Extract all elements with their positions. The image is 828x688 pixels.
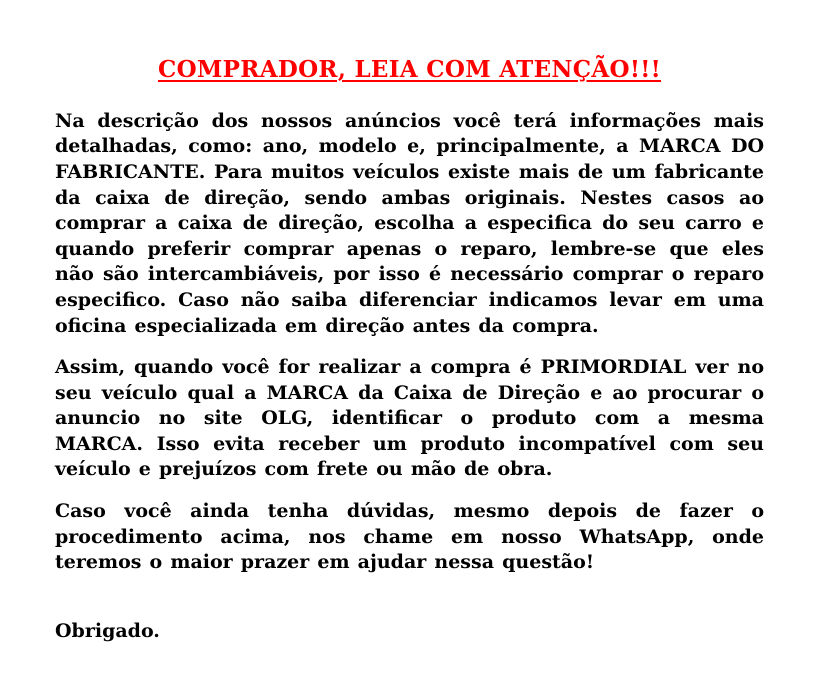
closing-text: Obrigado. <box>55 619 160 642</box>
notice-paragraph-1: Na descrição dos nossos anúncios você terá informações mais detalhadas, como: ano, modelo e, principalmente, a MARCA DO FABRICANTE. Para muitos veículos existe mais de um fabricante da caixa de direção, sendo ambas originais. Nestes casos ao comprar a caixa de direção, escolha a especifica do seu carro e quando preferir comprar apenas o reparo, lembre-se que eles não são intercambiáveis, por isso é necessário comprar o reparo especifico. Caso não saiba diferenciar indicamos levar em uma oficina especializada em direção antes da compra. <box>55 109 764 337</box>
notice-paragraph-3: Caso você ainda tenha dúvidas, mesmo depois de fazer o procedimento acima, nos chame em nosso WhatsApp, onde teremos o maior prazer em ajudar nessa questão! <box>55 500 764 574</box>
notice-title: COMPRADOR, LEIA COM ATENÇÃO!!! <box>157 56 662 83</box>
notice-paragraph-2: Assim, quando você for realizar a compra é PRIMORDIAL ver no seu veículo qual a MARCA da Caixa de Direção e ao procurar o anuncio no site OLG, identificar o produto com a mesma MARCA. Isso evita receber um produto incompatível com seu veículo e prejuízos com frete ou mão de obra. <box>55 356 764 481</box>
